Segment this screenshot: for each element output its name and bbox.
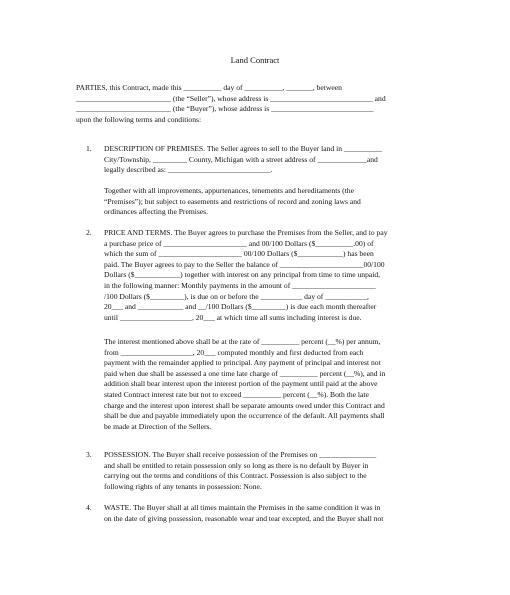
text-line: on the date of giving possession, reasonable wear and tear excepted, and the Buyer shall not	[104, 513, 384, 523]
text-line: “Premises”); but subject to easements and restrictions of record and zoning laws and	[104, 196, 361, 206]
section-body	[104, 503, 383, 524]
section-body	[104, 228, 388, 323]
section-number: 3.	[86, 450, 92, 459]
text-line: addition shall bear interest upon the interest portion of the payment until paid at the above	[104, 379, 378, 389]
text-line: charge and the interest upon interest shall be separate amounts owed under this Contract and	[104, 400, 385, 410]
section-2-interest-paragraph	[104, 337, 385, 432]
section-number: 2.	[86, 228, 92, 237]
text-line: upon the following terms and conditions:	[76, 114, 202, 124]
section-1-continuation	[104, 186, 361, 218]
text-line: and shall be entitled to retain possession only so long as there is no default by Buyer in	[104, 460, 369, 470]
section-body	[104, 144, 382, 176]
text-line: ordinances affecting the Premises.	[104, 207, 209, 217]
text-line: shall be due and payable immediately upon the occurrence of the default. All payments shall	[104, 411, 385, 421]
text-line: /100 Dollars ($_________), is due on or before the ___________ day of ___________,	[104, 291, 369, 301]
text-line: legally described as: ___________________________.	[104, 165, 273, 175]
section-body	[104, 450, 376, 492]
text-line: from ___________________, 20___ computed monthly and first deducted from each	[104, 347, 364, 357]
text-line: 20___ and ____________ and __/100 Dollars ($_________) is due each month thereafter	[104, 302, 377, 312]
text-line: PRICE AND TERMS. The Buyer agrees to purchase the Premises from the Seller, and to pay	[104, 228, 388, 237]
text-line: payment with the remainder applied to principal. Any payment of principal and interest not	[104, 358, 381, 368]
text-line: a purchase price of ______________________ and 00/100 Dollars ($__________.00) of	[104, 238, 374, 248]
text-line: The interest mentioned above shall be at the rate of __________ percent (__%) per annum,	[104, 337, 381, 346]
text-line: which the sum of ______________________ 00/100 Dollars ($____________) has been	[104, 249, 374, 259]
text-line: _________________________ (the “Seller”), whose address is ___________________________ and	[76, 93, 386, 103]
document-title: Land Contract	[230, 55, 280, 65]
parties-paragraph	[76, 83, 386, 125]
text-line: stated Contract interest rate but not to exceed __________ percent (__%). Both the late	[104, 389, 369, 399]
text-line: paid. The Buyer agrees to pay to the Seller the balance of ______________________00/100	[104, 259, 385, 269]
text-line: carrying out the terms and conditions of this Contract. Possession is also subject to the	[104, 471, 367, 481]
text-line: be made at Direction of the Sellers.	[104, 421, 212, 431]
text-line: until ___________________, 20___ at which time all sums including interest is due.	[104, 312, 362, 322]
text-line: DESCRIPTION OF PREMISES. The Seller agrees to sell to the Buyer land in __________	[104, 144, 382, 153]
text-line: POSSESSION. The Buyer shall receive possession of the Premises on _______________	[104, 450, 377, 459]
section-number: 4.	[86, 503, 92, 512]
text-line: _________________________ (the “Buyer”), whose address is ___________________________	[76, 104, 374, 114]
text-line: PARTIES, this Contract, made this __________ day of __________, _______, between	[76, 83, 342, 92]
text-line: in the following manner: Monthly payments in the amount of ______________________	[104, 280, 376, 290]
text-line: paid when due shall be assessed a one time late charge of __________ percent (__%), and in	[104, 368, 386, 378]
section-number: 1.	[86, 144, 92, 153]
text-line: WASTE. The Buyer shall at all times maintain the Premises in the same condition it was in	[104, 503, 381, 512]
text-line: following rights of any tenants in possession: None.	[104, 481, 262, 491]
text-line: Together with all improvements, appurtenances, tenements and hereditaments (the	[104, 186, 354, 195]
text-line: Dollars ($____________) together with interest on any principal from time to time unpaid,	[104, 270, 381, 280]
text-line: City/Township, _________ County, Michigan with a street address of _____________and	[104, 154, 378, 164]
